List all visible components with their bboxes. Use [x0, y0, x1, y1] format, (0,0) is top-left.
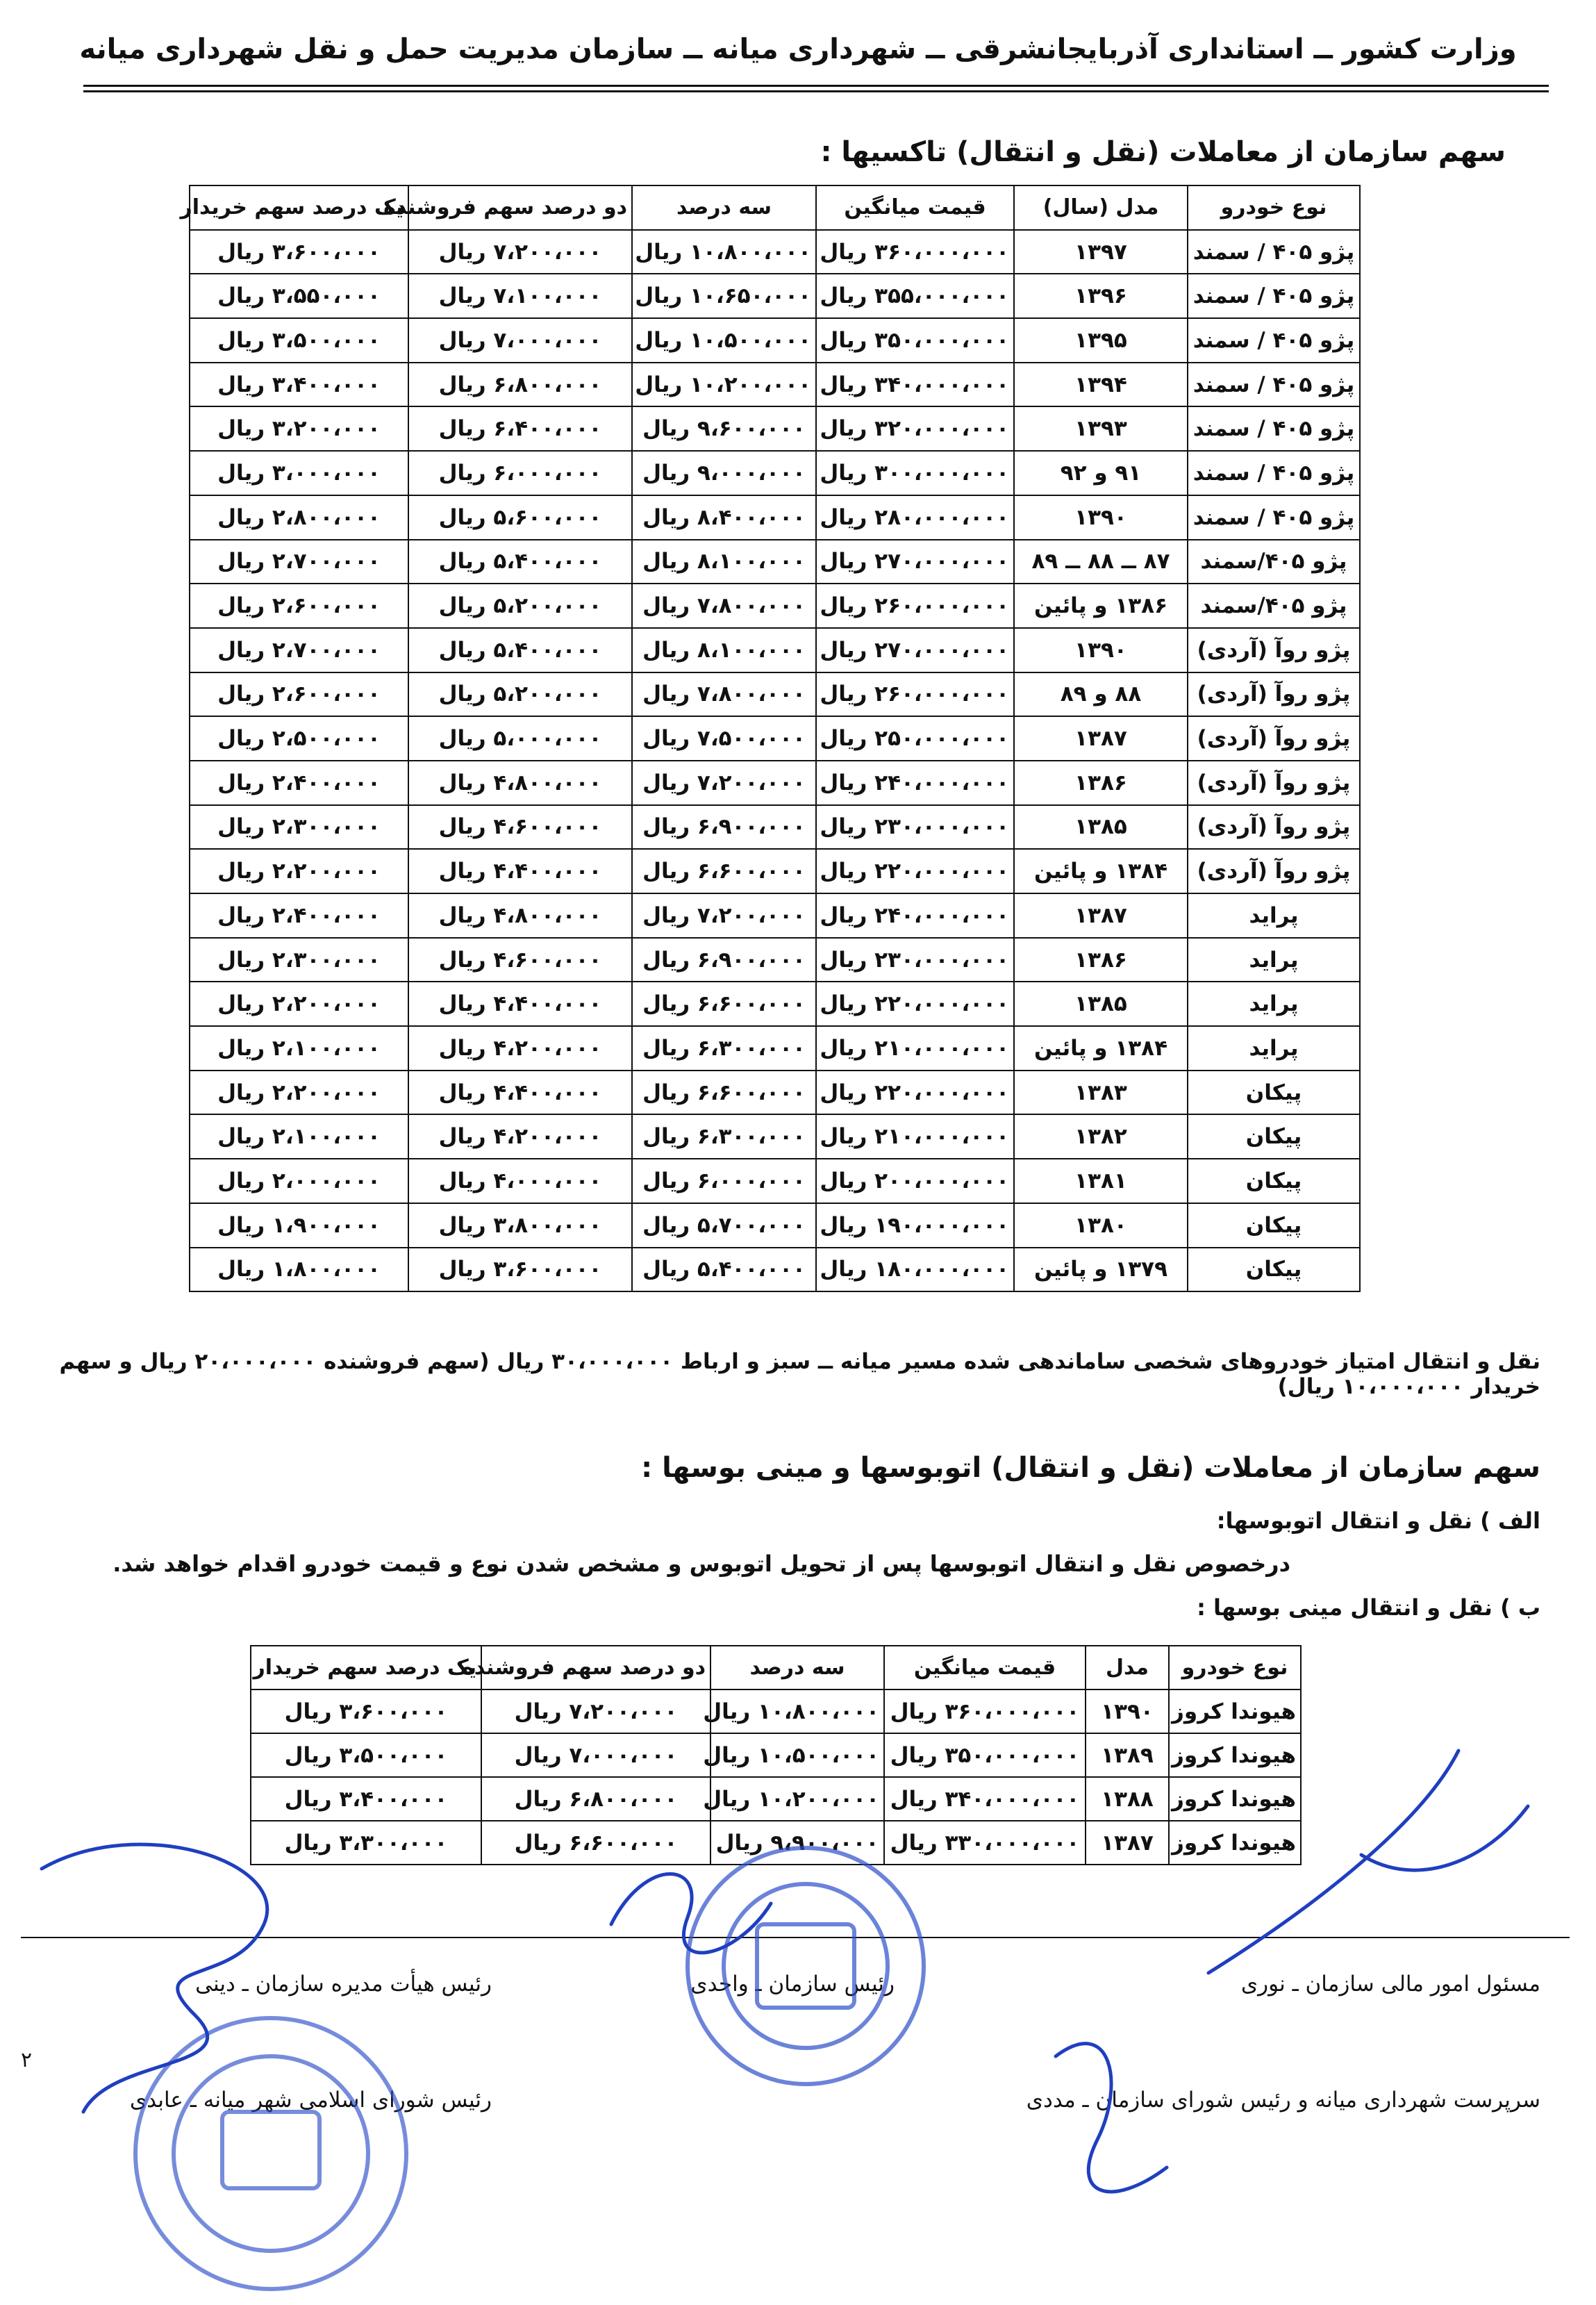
- header-rule-bottom: [83, 90, 1549, 92]
- header-rule-top: [83, 85, 1549, 87]
- table-row: [190, 406, 1360, 451]
- table-cell: ۲۵۰،۰۰۰،۰۰۰ ریال: [816, 716, 1014, 761]
- table-cell: ۲،۷۰۰،۰۰۰ ریال: [190, 628, 408, 672]
- table-cell: ۳،۳۰۰،۰۰۰ ریال: [251, 1821, 481, 1865]
- table-cell: ۷،۲۰۰،۰۰۰ ریال: [632, 761, 816, 805]
- signature-board-mark: [42, 1844, 267, 2112]
- table-cell: ۱۳۸۶: [1014, 761, 1188, 805]
- table-cell: ۴،۰۰۰،۰۰۰ ریال: [408, 1159, 632, 1203]
- table-cell: ۶،۳۰۰،۰۰۰ ریال: [632, 1026, 816, 1071]
- table-cell: ۱۳۹۵: [1014, 318, 1188, 363]
- table-cell: ۳،۴۰۰،۰۰۰ ریال: [190, 363, 408, 407]
- column-header: مدل (سال): [1014, 185, 1188, 230]
- table-cell: هیوندا کروز: [1169, 1777, 1301, 1821]
- table-cell: هیوندا کروز: [1169, 1689, 1301, 1733]
- table-cell: هیوندا کروز: [1169, 1821, 1301, 1865]
- column-header: یک درصد سهم خریدار: [251, 1646, 481, 1689]
- table-cell: ۲،۲۰۰،۰۰۰ ریال: [190, 849, 408, 893]
- table-cell: پیکان: [1188, 1159, 1360, 1203]
- table-cell: پیکان: [1188, 1248, 1360, 1292]
- table-cell: ۷،۲۰۰،۰۰۰ ریال: [408, 230, 632, 274]
- table-cell: ۴،۲۰۰،۰۰۰ ریال: [408, 1026, 632, 1071]
- table-row: [190, 761, 1360, 805]
- table-cell: ۷،۲۰۰،۰۰۰ ریال: [632, 893, 816, 938]
- table-cell: ۱۳۸۳: [1014, 1071, 1188, 1115]
- table-cell: ۲،۴۰۰،۰۰۰ ریال: [190, 893, 408, 938]
- table-cell: پیکان: [1188, 1114, 1360, 1159]
- column-header: مدل: [1086, 1646, 1169, 1689]
- column-header: سه درصد: [632, 185, 816, 230]
- table-row: [190, 1203, 1360, 1248]
- table-cell: پیکان: [1188, 1203, 1360, 1248]
- table-cell: پراید: [1188, 938, 1360, 982]
- table-cell: پژو روآ (آردی): [1188, 672, 1360, 717]
- table-cell: ۲،۸۰۰،۰۰۰ ریال: [190, 495, 408, 540]
- table-row: [190, 1026, 1360, 1071]
- table-cell: ۳۵۵،۰۰۰،۰۰۰ ریال: [816, 274, 1014, 318]
- table-cell: پژو روآ (آردی): [1188, 849, 1360, 893]
- column-header: سه درصد: [710, 1646, 884, 1689]
- table-cell: ۵،۰۰۰،۰۰۰ ریال: [408, 716, 632, 761]
- table-cell: ۱۳۹۶: [1014, 274, 1188, 318]
- table-cell: ۹،۶۰۰،۰۰۰ ریال: [632, 406, 816, 451]
- taxi-fee-table: [180, 185, 1361, 1292]
- table-cell: ۱۰،۲۰۰،۰۰۰ ریال: [710, 1777, 884, 1821]
- table-cell: ۳۳۰،۰۰۰،۰۰۰ ریال: [884, 1821, 1086, 1865]
- table-cell: ۱۰،۸۰۰،۰۰۰ ریال: [710, 1689, 884, 1733]
- table-cell: ۲۳۰،۰۰۰،۰۰۰ ریال: [816, 805, 1014, 850]
- table-cell: ۱۳۹۳: [1014, 406, 1188, 451]
- table-cell: ۱۳۸۴ و پائین: [1014, 849, 1188, 893]
- table-cell: ۱۳۹۷: [1014, 230, 1188, 274]
- table-row: [190, 495, 1360, 540]
- table-cell: ۲،۱۰۰،۰۰۰ ریال: [190, 1026, 408, 1071]
- city-council-stamp: [135, 2018, 406, 2289]
- municipality-stamp: [688, 1848, 924, 2084]
- table-cell: ۶،۶۰۰،۰۰۰ ریال: [632, 849, 816, 893]
- table-cell: ۱۳۸۲: [1014, 1114, 1188, 1159]
- signature-finance: مسئول امور مالی سازمان ـ نوری: [1240, 1972, 1540, 1997]
- table-cell: ۳،۵۰۰،۰۰۰ ریال: [251, 1733, 481, 1777]
- table-cell: ۸۸ و ۸۹: [1014, 672, 1188, 717]
- table-cell: ۲،۲۰۰،۰۰۰ ریال: [190, 1071, 408, 1115]
- table-cell: پیکان: [1188, 1071, 1360, 1115]
- table-cell: ۳،۶۰۰،۰۰۰ ریال: [190, 230, 408, 274]
- table-row: [190, 1071, 1360, 1115]
- table-cell: ۶،۶۰۰،۰۰۰ ریال: [632, 982, 816, 1026]
- signature-council: رئیس شورای اسلامی شهر میانه ـ عابدی: [129, 2088, 492, 2113]
- table-cell: ۴،۴۰۰،۰۰۰ ریال: [408, 849, 632, 893]
- table-cell: ۵،۲۰۰،۰۰۰ ریال: [408, 672, 632, 717]
- table-cell: ۸،۱۰۰،۰۰۰ ریال: [632, 540, 816, 584]
- table-cell: ۳،۶۰۰،۰۰۰ ریال: [408, 1248, 632, 1292]
- table-cell: ۱۹۰،۰۰۰،۰۰۰ ریال: [816, 1203, 1014, 1248]
- table-cell: ۳۵۰،۰۰۰،۰۰۰ ریال: [816, 318, 1014, 363]
- table-cell: ۳۵۰،۰۰۰،۰۰۰ ریال: [884, 1733, 1086, 1777]
- table-cell: ۷،۰۰۰،۰۰۰ ریال: [481, 1733, 710, 1777]
- table-cell: ۱۳۸۸: [1086, 1777, 1169, 1821]
- table-cell: ۷،۱۰۰،۰۰۰ ریال: [408, 274, 632, 318]
- table-cell: ۵،۴۰۰،۰۰۰ ریال: [408, 540, 632, 584]
- table-cell: پژو ۴۰۵ / سمند: [1188, 230, 1360, 274]
- table-cell: ۱۳۸۵: [1014, 805, 1188, 850]
- column-header: دو درصد سهم فروشنده: [408, 185, 632, 230]
- table-cell: ۵،۲۰۰،۰۰۰ ریال: [408, 584, 632, 628]
- table-cell: ۲۳۰،۰۰۰،۰۰۰ ریال: [816, 938, 1014, 982]
- signature-finance-mark: [1208, 1751, 1528, 1973]
- table-cell: ۲،۵۰۰،۰۰۰ ریال: [190, 716, 408, 761]
- table-cell: ۲،۱۰۰،۰۰۰ ریال: [190, 1114, 408, 1159]
- table-cell: ۸۷ ــ ۸۸ ــ ۸۹: [1014, 540, 1188, 584]
- table-cell: ۲۲۰،۰۰۰،۰۰۰ ریال: [816, 982, 1014, 1026]
- table-cell: ۳،۵۰۰،۰۰۰ ریال: [190, 318, 408, 363]
- table-cell: ۷،۲۰۰،۰۰۰ ریال: [481, 1689, 710, 1733]
- table-cell: ۱۳۹۰: [1014, 628, 1188, 672]
- table-cell: ۲،۰۰۰،۰۰۰ ریال: [190, 1159, 408, 1203]
- table-cell: ۷،۰۰۰،۰۰۰ ریال: [408, 318, 632, 363]
- table-row: [190, 274, 1360, 318]
- table-cell: ۱۰،۸۰۰،۰۰۰ ریال: [632, 230, 816, 274]
- table-cell: ۱۳۹۰: [1014, 495, 1188, 540]
- taxi-table-header-row: [190, 185, 1360, 230]
- table-cell: پژو ۴۰۵ / سمند: [1188, 318, 1360, 363]
- table-cell: ۲۷۰،۰۰۰،۰۰۰ ریال: [816, 540, 1014, 584]
- table-cell: ۴،۶۰۰،۰۰۰ ریال: [408, 805, 632, 850]
- signature-mayor-mark: [1056, 2044, 1167, 2192]
- table-cell: ۳،۴۰۰،۰۰۰ ریال: [251, 1777, 481, 1821]
- table-cell: ۷،۸۰۰،۰۰۰ ریال: [632, 584, 816, 628]
- table-cell: ۳۰۰،۰۰۰،۰۰۰ ریال: [816, 451, 1014, 495]
- bus-subsection-a: الف ) نقل و انتقال اتوبوسها:: [1216, 1507, 1540, 1534]
- table-cell: ۵،۶۰۰،۰۰۰ ریال: [408, 495, 632, 540]
- handwritten-signatures: [42, 1751, 1528, 2192]
- table-cell: ۱۳۸۷: [1014, 716, 1188, 761]
- table-cell: ۲،۳۰۰،۰۰۰ ریال: [190, 938, 408, 982]
- table-row: [190, 982, 1360, 1026]
- table-cell: ۲۶۰،۰۰۰،۰۰۰ ریال: [816, 672, 1014, 717]
- table-cell: ۲،۶۰۰،۰۰۰ ریال: [190, 672, 408, 717]
- table-cell: ۶،۸۰۰،۰۰۰ ریال: [408, 363, 632, 407]
- column-header: دو درصد سهم فروشنده: [481, 1646, 710, 1689]
- table-row: [190, 628, 1360, 672]
- table-cell: ۲۰۰،۰۰۰،۰۰۰ ریال: [816, 1159, 1014, 1203]
- table-row: [190, 363, 1360, 407]
- table-cell: ۱۳۸۱: [1014, 1159, 1188, 1203]
- table-cell: ۲،۴۰۰،۰۰۰ ریال: [190, 761, 408, 805]
- table-cell: ۳۴۰،۰۰۰،۰۰۰ ریال: [816, 363, 1014, 407]
- table-cell: پژو ۴۰۵ / سمند: [1188, 363, 1360, 407]
- table-cell: ۵،۷۰۰،۰۰۰ ریال: [632, 1203, 816, 1248]
- table-cell: هیوندا کروز: [1169, 1733, 1301, 1777]
- table-cell: ۱۸۰،۰۰۰،۰۰۰ ریال: [816, 1248, 1014, 1292]
- table-cell: ۲۷۰،۰۰۰،۰۰۰ ریال: [816, 628, 1014, 672]
- table-cell: ۳،۸۰۰،۰۰۰ ریال: [408, 1203, 632, 1248]
- table-cell: ۱۳۸۰: [1014, 1203, 1188, 1248]
- table-cell: ۶،۳۰۰،۰۰۰ ریال: [632, 1114, 816, 1159]
- table-cell: پژو روآ (آردی): [1188, 716, 1360, 761]
- table-cell: ۲۲۰،۰۰۰،۰۰۰ ریال: [816, 849, 1014, 893]
- table-cell: ۱۳۸۹: [1086, 1733, 1169, 1777]
- table-cell: ۹،۰۰۰،۰۰۰ ریال: [632, 451, 816, 495]
- table-cell: ۱،۸۰۰،۰۰۰ ریال: [190, 1248, 408, 1292]
- table-cell: ۱۳۸۵: [1014, 982, 1188, 1026]
- table-cell: ۲،۲۰۰،۰۰۰ ریال: [190, 982, 408, 1026]
- table-cell: ۱۳۸۶ و پائین: [1014, 584, 1188, 628]
- table-cell: ۲،۷۰۰،۰۰۰ ریال: [190, 540, 408, 584]
- signature-ceo: رئیس سازمان ـ واحدی: [690, 1972, 895, 1997]
- table-row: [190, 540, 1360, 584]
- table-cell: ۵،۴۰۰،۰۰۰ ریال: [632, 1248, 816, 1292]
- table-cell: ۳۶۰،۰۰۰،۰۰۰ ریال: [884, 1689, 1086, 1733]
- table-cell: ۹۱ و ۹۲: [1014, 451, 1188, 495]
- table-cell: ۴،۲۰۰،۰۰۰ ریال: [408, 1114, 632, 1159]
- table-cell: ۲۲۰،۰۰۰،۰۰۰ ریال: [816, 1071, 1014, 1115]
- table-cell: ۳۲۰،۰۰۰،۰۰۰ ریال: [816, 406, 1014, 451]
- table-row: [190, 584, 1360, 628]
- table-row: [190, 716, 1360, 761]
- table-cell: ۸،۱۰۰،۰۰۰ ریال: [632, 628, 816, 672]
- table-cell: ۶،۰۰۰،۰۰۰ ریال: [408, 451, 632, 495]
- table-row: [190, 1159, 1360, 1203]
- personal-vehicle-note: نقل و انتقال امتیاز خودروهای شخصی ساماندهی شده مسیر میانه ــ سبز و ارباط ۳۰،۰۰۰،۰۰۰ ریال (سهم فروشنده ۲۰،۰۰۰،۰۰۰ ریال و سهم خریدار ۱۰،۰۰۰،۰۰۰ ریال): [59, 1349, 1540, 1399]
- table-cell: ۵،۴۰۰،۰۰۰ ریال: [408, 628, 632, 672]
- table-cell: ۲۱۰،۰۰۰،۰۰۰ ریال: [816, 1026, 1014, 1071]
- letterhead-title: وزارت کشور ــ استانداری آذربایجانشرقی ــ شهرداری میانه ــ سازمان مدیریت حمل و نقل شهرداری میانه: [79, 33, 1517, 65]
- table-cell: ۱۰،۶۵۰،۰۰۰ ریال: [632, 274, 816, 318]
- table-cell: ۱۳۸۴ و پائین: [1014, 1026, 1188, 1071]
- table-row: [190, 849, 1360, 893]
- bus-section-title: سهم سازمان از معاملات (نقل و انتقال) اتوبوسها و مینی بوسها :: [641, 1452, 1540, 1484]
- table-cell: پژو ۴۰۵/سمند: [1188, 540, 1360, 584]
- table-cell: ۸،۴۰۰،۰۰۰ ریال: [632, 495, 816, 540]
- table-row: [190, 672, 1360, 717]
- table-cell: پژو ۴۰۵ / سمند: [1188, 274, 1360, 318]
- table-cell: ۱،۹۰۰،۰۰۰ ریال: [190, 1203, 408, 1248]
- table-cell: پراید: [1188, 893, 1360, 938]
- table-cell: پژو ۴۰۵ / سمند: [1188, 451, 1360, 495]
- table-row: [190, 893, 1360, 938]
- bus-subsection-b: ب ) نقل و انتقال مینی بوسها :: [1197, 1594, 1540, 1621]
- minibus-table-header-row: [251, 1646, 1301, 1689]
- column-header: یک درصد سهم خریدار: [190, 185, 408, 230]
- table-cell: ۶،۹۰۰،۰۰۰ ریال: [632, 805, 816, 850]
- column-header: نوع خودرو: [1169, 1646, 1301, 1689]
- table-row: [190, 1114, 1360, 1159]
- table-row: [190, 318, 1360, 363]
- table-cell: ۱۳۸۶: [1014, 938, 1188, 982]
- table-cell: ۶،۴۰۰،۰۰۰ ریال: [408, 406, 632, 451]
- table-cell: ۳۶۰،۰۰۰،۰۰۰ ریال: [816, 230, 1014, 274]
- table-cell: ۱۳۷۹ و پائین: [1014, 1248, 1188, 1292]
- signature-board: رئیس هیأت مدیره سازمان ـ دینی: [195, 1972, 492, 1997]
- table-cell: ۳،۵۵۰،۰۰۰ ریال: [190, 274, 408, 318]
- table-cell: ۲۸۰،۰۰۰،۰۰۰ ریال: [816, 495, 1014, 540]
- table-cell: ۲،۳۰۰،۰۰۰ ریال: [190, 805, 408, 850]
- table-cell: ۳،۲۰۰،۰۰۰ ریال: [190, 406, 408, 451]
- table-cell: پراید: [1188, 1026, 1360, 1071]
- table-cell: ۷،۵۰۰،۰۰۰ ریال: [632, 716, 816, 761]
- table-cell: ۴،۴۰۰،۰۰۰ ریال: [408, 1071, 632, 1115]
- page-number: ۲: [21, 2048, 33, 2072]
- table-cell: ۲۴۰،۰۰۰،۰۰۰ ریال: [816, 761, 1014, 805]
- table-row: [190, 805, 1360, 850]
- signature-mayor: سرپرست شهرداری میانه و رئیس شورای سازمان ـ مددی: [1026, 2088, 1540, 2113]
- table-cell: ۲،۶۰۰،۰۰۰ ریال: [190, 584, 408, 628]
- table-cell: ۷،۸۰۰،۰۰۰ ریال: [632, 672, 816, 717]
- table-cell: ۲۶۰،۰۰۰،۰۰۰ ریال: [816, 584, 1014, 628]
- table-cell: ۳۴۰،۰۰۰،۰۰۰ ریال: [884, 1777, 1086, 1821]
- table-cell: پژو ۴۰۵ / سمند: [1188, 495, 1360, 540]
- table-cell: ۶،۶۰۰،۰۰۰ ریال: [632, 1071, 816, 1115]
- table-cell: ۲۴۰،۰۰۰،۰۰۰ ریال: [816, 893, 1014, 938]
- table-cell: پژو ۴۰۵/سمند: [1188, 584, 1360, 628]
- table-row: [190, 938, 1360, 982]
- table-row: [190, 451, 1360, 495]
- table-cell: ۳،۰۰۰،۰۰۰ ریال: [190, 451, 408, 495]
- taxi-section-title: سهم سازمان از معاملات (نقل و انتقال) تاکسیها :: [820, 136, 1506, 168]
- table-cell: پژو ۴۰۵ / سمند: [1188, 406, 1360, 451]
- table-cell: ۱۳۹۰: [1086, 1689, 1169, 1733]
- table-cell: پژو روآ (آردی): [1188, 628, 1360, 672]
- table-cell: ۱۰،۵۰۰،۰۰۰ ریال: [710, 1733, 884, 1777]
- table-cell: پژو روآ (آردی): [1188, 805, 1360, 850]
- table-cell: ۹،۹۰۰،۰۰۰ ریال: [710, 1821, 884, 1865]
- table-cell: ۱۳۸۷: [1014, 893, 1188, 938]
- table-cell: ۶،۰۰۰،۰۰۰ ریال: [632, 1159, 816, 1203]
- table-cell: ۱۳۹۴: [1014, 363, 1188, 407]
- bus-subsection-a-text: درخصوص نقل و انتقال اتوبوسها پس از تحویل اتوبوس و مشخص شدن نوع و قیمت خودرو اقدام خواهد شد.: [113, 1551, 1290, 1577]
- table-cell: ۴،۶۰۰،۰۰۰ ریال: [408, 938, 632, 982]
- table-row: [190, 1248, 1360, 1292]
- table-cell: ۶،۹۰۰،۰۰۰ ریال: [632, 938, 816, 982]
- table-cell: ۴،۴۰۰،۰۰۰ ریال: [408, 982, 632, 1026]
- table-cell: ۱۰،۵۰۰،۰۰۰ ریال: [632, 318, 816, 363]
- table-cell: ۴،۸۰۰،۰۰۰ ریال: [408, 761, 632, 805]
- table-cell: ۶،۶۰۰،۰۰۰ ریال: [481, 1821, 710, 1865]
- table-cell: ۲۱۰،۰۰۰،۰۰۰ ریال: [816, 1114, 1014, 1159]
- column-header: نوع خودرو: [1188, 185, 1360, 230]
- table-cell: ۱۳۸۷: [1086, 1821, 1169, 1865]
- table-cell: پژو روآ (آردی): [1188, 761, 1360, 805]
- table-cell: ۱۰،۲۰۰،۰۰۰ ریال: [632, 363, 816, 407]
- table-cell: پراید: [1188, 982, 1360, 1026]
- table-cell: ۴،۸۰۰،۰۰۰ ریال: [408, 893, 632, 938]
- table-cell: ۶،۸۰۰،۰۰۰ ریال: [481, 1777, 710, 1821]
- column-header: قیمت میانگین: [884, 1646, 1086, 1689]
- signatures-and-stamps: [0, 1695, 1596, 2305]
- table-cell: ۳،۶۰۰،۰۰۰ ریال: [251, 1689, 481, 1733]
- table-row: [190, 230, 1360, 274]
- column-header: قیمت میانگین: [816, 185, 1014, 230]
